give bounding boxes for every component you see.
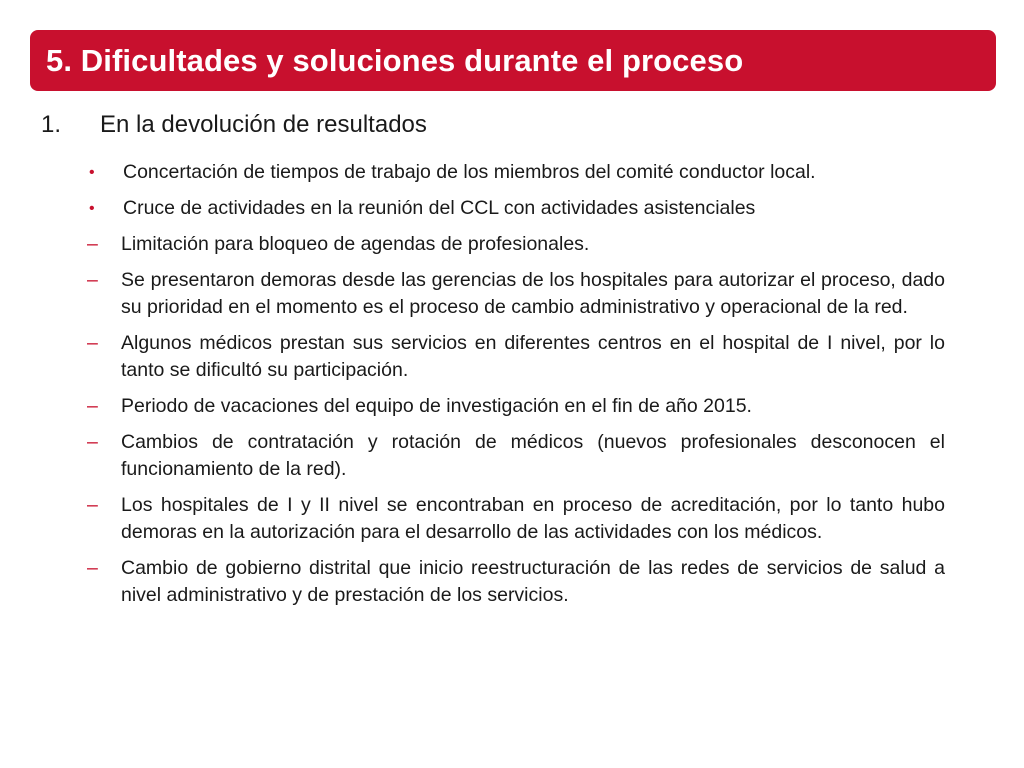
dash-marker: – <box>87 233 98 255</box>
list-item-text: Algunos médicos prestan sus servicios en diferentes centros en el hospital de I nivel, por lo tanto se dificultó su participación. <box>121 332 945 381</box>
list-item <box>87 429 945 483</box>
title-bar <box>30 30 996 91</box>
list-item <box>87 492 945 546</box>
difficulties-list <box>87 159 945 618</box>
list-item-text: Cambio de gobierno distrital que inicio reestructuración de las redes de servicios de salud a nivel administrativo y de prestación de los servicios. <box>121 557 945 606</box>
list-item <box>87 159 945 186</box>
bullet-marker: • <box>89 164 95 181</box>
list-item <box>87 330 945 384</box>
list-item-text: Limitación para bloqueo de agendas de profesionales. <box>121 233 590 255</box>
list-item <box>87 231 945 258</box>
dash-marker: – <box>87 332 98 354</box>
section-number: 1. <box>41 111 62 138</box>
dash-marker: – <box>87 431 98 453</box>
section-heading <box>41 111 427 139</box>
list-item-text: Cambios de contratación y rotación de médicos (nuevos profesionales desconocen el funcionamiento de la red). <box>121 431 945 480</box>
list-item-text: Se presentaron demoras desde las gerencias de los hospitales para autorizar el proceso, dado su prioridad en el momento es el proceso de cambio administrativo y operacional de la red. <box>121 269 945 318</box>
dash-marker: – <box>87 395 98 417</box>
list-item-text: Cruce de actividades en la reunión del CCL con actividades asistenciales <box>123 197 756 219</box>
section-label: En la devolución de resultados <box>100 111 427 138</box>
list-item-text: Periodo de vacaciones del equipo de investigación en el fin de año 2015. <box>121 395 752 417</box>
dash-marker: – <box>87 557 98 579</box>
slide-title: 5. Dificultades y soluciones durante el proceso <box>46 42 744 78</box>
bullet-marker: • <box>89 200 95 217</box>
list-item <box>87 195 945 222</box>
list-item <box>87 267 945 321</box>
dash-marker: – <box>87 494 98 516</box>
list-item <box>87 555 945 609</box>
list-item <box>87 393 945 420</box>
list-item-text: Concertación de tiempos de trabajo de los miembros del comité conductor local. <box>123 161 816 183</box>
list-item-text: Los hospitales de I y II nivel se encontraban en proceso de acreditación, por lo tanto hubo demoras en la autorización para el desarrollo de las actividades con los médicos. <box>121 494 945 543</box>
dash-marker: – <box>87 269 98 291</box>
